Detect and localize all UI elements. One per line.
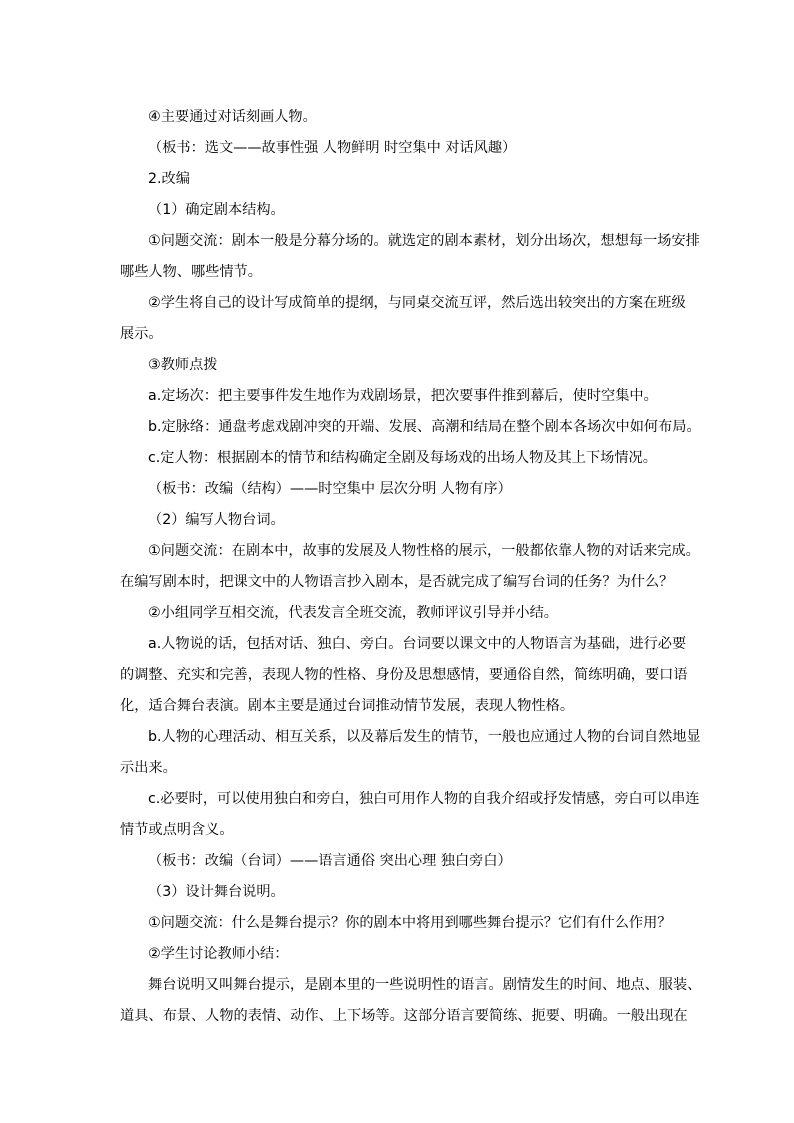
text-line: 哪些人物、哪些情节。: [120, 264, 262, 280]
text-line: 展示。: [120, 326, 163, 342]
subsection-heading: （1）确定剧本结构。: [148, 202, 285, 218]
text-line: 示出来。: [120, 760, 177, 776]
text-line: ②学生讨论教师小结：: [148, 946, 289, 962]
section-heading: 2.改编: [148, 171, 190, 187]
text-line: a.人物说的话，包括对话、独白、旁白。台词要以课文中的人物语言为基础，进行必要: [148, 636, 687, 652]
text-line: ①问题交流：什么是舞台提示？你的剧本中将用到哪些舞台提示？它们有什么作用？: [148, 915, 672, 931]
board-note: （板书：改编（结构）——时空集中 层次分明 人物有序）: [148, 481, 512, 497]
text-line: c.必要时，可以使用独白和旁白，独白可用作人物的自我介绍或抒发情感，旁白可以串连: [148, 791, 700, 807]
text-line: ④主要通过对话刻画人物。: [148, 109, 317, 125]
text-line: b.人物的心理活动、相互关系，以及幕后发生的情节，一般也应通过人物的台词自然地显: [148, 729, 701, 745]
text-line: 化，适合舞台表演。剧本主要是通过台词推动情节发展，表现人物性格。: [120, 698, 575, 714]
text-line: 的调整、充实和完善，表现人物的性格、身份及思想感情，要通俗自然，简练明确，要口语: [120, 667, 688, 683]
board-note: （板书：改编（台词）——语言通俗 突出心理 独白旁白）: [148, 853, 512, 869]
text-line: c.定人物：根据剧本的情节和结构确定全剧及每场戏的出场人物及其上下场情况。: [148, 450, 657, 466]
text-line: ②学生将自己的设计写成简单的提纲，与同桌交流互评，然后选出较突出的方案在班级: [148, 295, 686, 311]
text-line: 在编写剧本时，把课文中的人物语言抄入剧本，是否就完成了编写台词的任务？为什么？: [120, 574, 674, 590]
board-note: （板书：选文——故事性强 人物鲜明 时空集中 对话风趣）: [148, 140, 517, 156]
text-line: ①问题交流：在剧本中，故事的发展及人物性格的展示，一般都依靠人物的对话来完成。: [148, 543, 700, 559]
text-line: a.定场次：把主要事件发生地作为戏剧场景，把次要事件推到幕后，使时空集中。: [148, 388, 658, 404]
document-body: [120, 102, 702, 1032]
text-line: 情节或点明含义。: [120, 822, 234, 838]
subsection-heading: （3）设计舞台说明。: [148, 884, 285, 900]
text-line: ②小组同学互相交流，代表发言全班交流，教师评议引导并小结。: [148, 605, 558, 621]
text-line: b.定脉络：通盘考虑戏剧冲突的开端、发展、高潮和结局在整个剧本各场次中如何布局。: [148, 419, 701, 435]
text-line: ③教师点拨: [148, 357, 218, 373]
subsection-heading: （2）编写人物台词。: [148, 512, 285, 528]
text-line: ①问题交流：剧本一般是分幕分场的。就选定的剧本素材，划分出场次，想想每一场安排: [148, 233, 700, 249]
text-line: 舞台说明又叫舞台提示，是剧本里的一些说明性的语言。剧情发生的时间、地点、服装、: [148, 977, 702, 993]
text-line: 道具、布景、人物的表情、动作、上下场等。这部分语言要简练、扼要、明确。一般出现在: [120, 1008, 688, 1024]
